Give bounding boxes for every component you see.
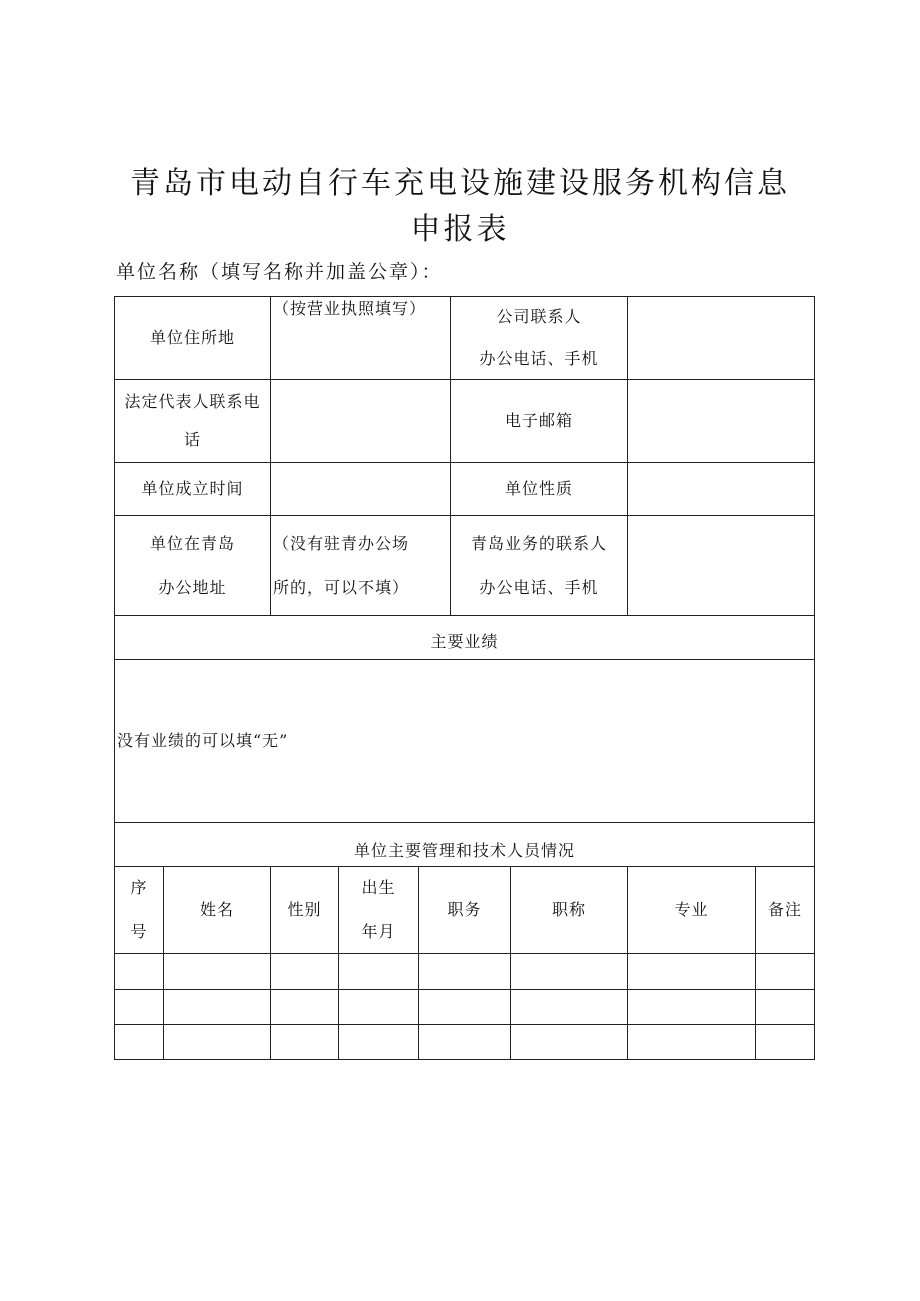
legal-rep-field[interactable]: [271, 380, 450, 462]
staff-cell[interactable]: [339, 990, 418, 1024]
staff-cell[interactable]: [511, 1025, 627, 1059]
qd-office-label: 单位在青岛 办公地址: [149, 533, 235, 597]
address-field[interactable]: [271, 297, 450, 379]
staff-cell[interactable]: [115, 990, 163, 1024]
form-title-line1: 青岛市电动自行车充电设施建设服务机构信息: [130, 166, 790, 201]
col-gender-header: 性别: [287, 900, 322, 919]
staff-cell[interactable]: [339, 1025, 418, 1059]
col-index-header: 序 号: [130, 878, 148, 941]
achievements-content: 没有业绩的可以填“无”: [117, 731, 289, 750]
staff-cell[interactable]: [511, 990, 627, 1024]
email-label: 电子邮箱: [504, 411, 573, 430]
staff-cell[interactable]: [756, 990, 814, 1024]
staff-cell[interactable]: [115, 1025, 163, 1059]
staff-cell[interactable]: [419, 1025, 510, 1059]
col-title-header: 职称: [551, 900, 586, 919]
staff-cell[interactable]: [164, 1025, 270, 1059]
staff-cell[interactable]: [628, 1025, 755, 1059]
address-label: 单位住所地: [149, 328, 235, 347]
col-name-header: 姓名: [199, 900, 234, 919]
col-remarks-header: 备注: [767, 900, 802, 919]
col-major-header: 专业: [674, 900, 709, 919]
staff-cell[interactable]: [511, 954, 627, 989]
achievements-heading: 主要业绩: [430, 632, 499, 651]
contact-field[interactable]: [628, 297, 814, 379]
staff-cell[interactable]: [628, 954, 755, 989]
qd-contact-field[interactable]: [628, 516, 814, 615]
staff-cell[interactable]: [628, 990, 755, 1024]
col-birth-header: 出生 年月: [361, 878, 396, 941]
staff-cell[interactable]: [164, 990, 270, 1024]
staff-cell[interactable]: [756, 954, 814, 989]
staff-heading: 单位主要管理和技术人员情况: [353, 841, 575, 860]
staff-cell[interactable]: [756, 1025, 814, 1059]
address-hint: （按营业执照填写）: [273, 299, 427, 318]
staff-cell[interactable]: [419, 990, 510, 1024]
legal-rep-label: 法定代表人联系电话: [124, 392, 261, 449]
staff-cell[interactable]: [271, 1025, 338, 1059]
founded-label: 单位成立时间: [141, 479, 244, 498]
form-title-line2: 申报表: [410, 212, 510, 247]
contact-label: 公司联系人 办公电话、手机: [479, 307, 599, 368]
qd-contact-label: 青岛业务的联系人 办公电话、手机: [470, 533, 607, 597]
staff-cell[interactable]: [164, 954, 270, 989]
nature-label: 单位性质: [504, 479, 573, 498]
staff-cell[interactable]: [271, 990, 338, 1024]
qd-office-hint-line2: 所的，可以不填）: [273, 577, 410, 597]
staff-cell[interactable]: [339, 954, 418, 989]
staff-cell[interactable]: [115, 954, 163, 989]
qd-office-hint-line1: （没有驻青办公场: [273, 533, 410, 553]
email-field[interactable]: [628, 380, 814, 462]
staff-cell[interactable]: [271, 954, 338, 989]
nature-field[interactable]: [628, 463, 814, 515]
col-position-header: 职务: [447, 900, 482, 919]
achievements-field[interactable]: [115, 660, 814, 822]
qd-office-field[interactable]: [271, 516, 450, 615]
founded-field[interactable]: [271, 463, 450, 515]
staff-cell[interactable]: [419, 954, 510, 989]
unit-name-label: 单位名称（填写名称并加盖公章）：: [116, 261, 443, 283]
